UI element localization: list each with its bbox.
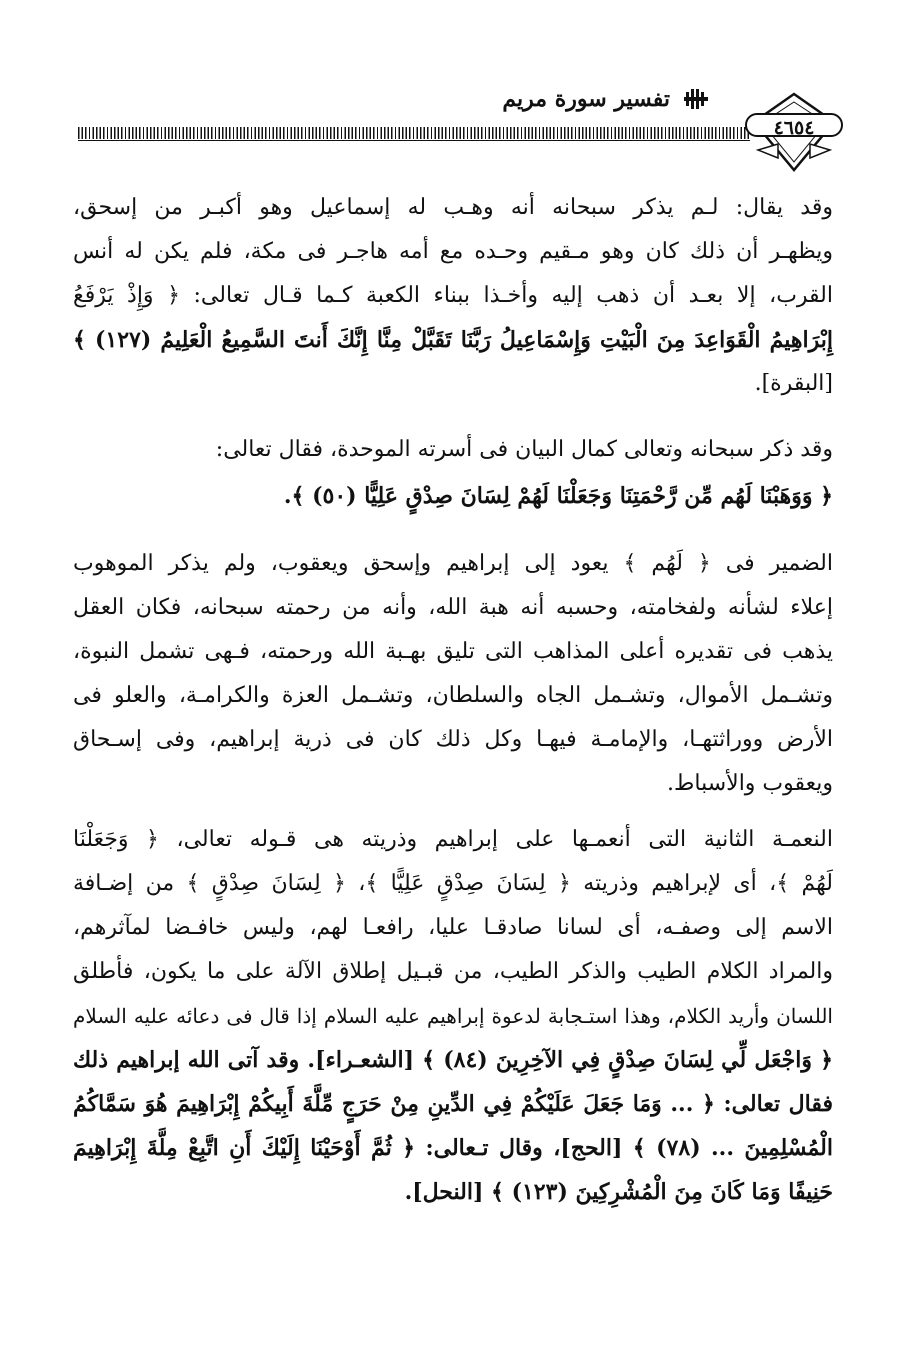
text-line: الأرض ووراثتهـا، والإمامـة فيهـا وكل ذلك كان فى ذرية إبراهيم، وفى إسـحاق bbox=[73, 727, 833, 752]
header-rule bbox=[78, 127, 750, 139]
text-line: لَهُمْ ﴾، أى لإبراهيم وذريته ﴿ لِسَانَ صِدْقٍ عَلِيًّا ﴾، ﴿ لِسَانَ صِدْقٍ ﴾ من إضـافة bbox=[73, 871, 833, 896]
text-line: يذهب فى تقديره أعلى المذاهب التى تليق بهـبة الله ورحمته، فـهى تشمل النبوة، bbox=[73, 639, 833, 664]
text-line: والمراد الكلام الطيب والذكر الطيب، من قبـيل إطلاق الآلة على ما يكون، فأطلق bbox=[73, 959, 833, 984]
quran-verse-line: فقال تعالى: ﴿ ... وَمَا جَعَلَ عَلَيْكُمْ فِي الدِّينِ مِنْ حَرَجٍ مِّلَّةَ أَبِيكُمْ إِبْرَاهِيمَ هُوَ سَمَّاكُمُ bbox=[73, 1091, 833, 1117]
quran-verse-line: ﴿ وَوَهَبْنَا لَهُم مِّن رَّحْمَتِنَا وَجَعَلْنَا لَهُمْ لِسَانَ صِدْقٍ عَلِيًّا (٥٠) ﴾. bbox=[283, 483, 833, 509]
text-line: اللسان وأريد الكلام، وهذا استـجابة لدعوة إبراهيم عليه السلام إذا قال فى دعائه عليه السلام bbox=[73, 1004, 833, 1028]
text-line: القرب، إلا بعـد أن ذهب إليه وأخـذا ببناء الكعبة كـما قـال تعالى: ﴿ وَإِذْ يَرْفَعُ bbox=[73, 283, 833, 308]
running-header bbox=[360, 84, 708, 114]
text-line: ويظهـر أن ذلك كان وهو مـقيم وحـده مع أمه هاجـر فى مكة، فلم يكن له أنس bbox=[73, 239, 833, 264]
quran-verse-line: الْمُسْلِمِينَ ... (٧٨) ﴾ [الحج]، وقال تـعالى: ﴿ ثُمَّ أَوْحَيْنَا إِلَيْكَ أَنِ اتَّبِعْ مِلَّةَ إِبْرَاهِيمَ bbox=[73, 1135, 833, 1161]
quran-verse-line: حَنِيفًا وَمَا كَانَ مِنَ الْمُشْرِكِينَ (١٢٣) ﴾ [النحل]. bbox=[404, 1179, 833, 1205]
text-line: الضمير فى ﴿ لَهُم ﴾ يعود إلى إبراهيم وإسحق ويعقوب، ولم يذكر الموهوب bbox=[73, 551, 833, 576]
page-number: ٤٦٥٤ bbox=[773, 117, 815, 139]
text-line: وقد ذكر سبحانه وتعالى كمال البيان فى أسرته الموحدة، فقال تعالى: bbox=[215, 437, 833, 462]
surah-title: تفسير سورة مريم bbox=[502, 86, 670, 112]
quran-verse-line: ﴿ وَاجْعَل لِّي لِسَانَ صِدْقٍ فِي الآخِرِينَ (٨٤) ﴾ [الشعـراء]. وقد آتى الله إبراهيم ذلك bbox=[73, 1047, 833, 1073]
header-rule-thin bbox=[78, 140, 750, 141]
text-line: إعلاء لشأنه ولفخامته، وحسبه أنه هبة الله، وأنه من رحمته سبحانه، فكان العقل bbox=[73, 595, 833, 620]
text-line: النعمـة الثانية التى أنعمـها على إبراهيم وذريته هى قـوله تعالى، ﴿ وَجَعَلْنَا bbox=[73, 827, 833, 852]
text-line: الاسم إلى وصفـه، أى لسانا صادقـا عليا، رافعـا لهم، وليس خافـضا لمآثرهم، bbox=[73, 915, 833, 940]
quran-verse-line: إِبْرَاهِيمُ الْقَوَاعِدَ مِنَ الْبَيْتِ وَإِسْمَاعِيلُ رَبَّنَا تَقَبَّلْ مِنَّا إِنَّكَ أَنتَ السَّمِيعُ الْعَلِيمُ (١٢٧) ﴾ bbox=[73, 327, 833, 353]
decorative-mark-icon bbox=[684, 88, 708, 110]
text-line: وقد يقال: لـم يذكر سبحانه أنه وهـب له إسماعيل وهو أكبـر من إسحق، bbox=[73, 195, 833, 220]
text-line: وتشـمل الأموال، وتشـمل الجاه والسلطان، وتشـمل العزة والكرامـة، والعلو فى bbox=[73, 683, 833, 708]
text-line: [البقرة]. bbox=[754, 371, 833, 396]
text-line: ويعقوب والأسباط. bbox=[667, 771, 833, 796]
